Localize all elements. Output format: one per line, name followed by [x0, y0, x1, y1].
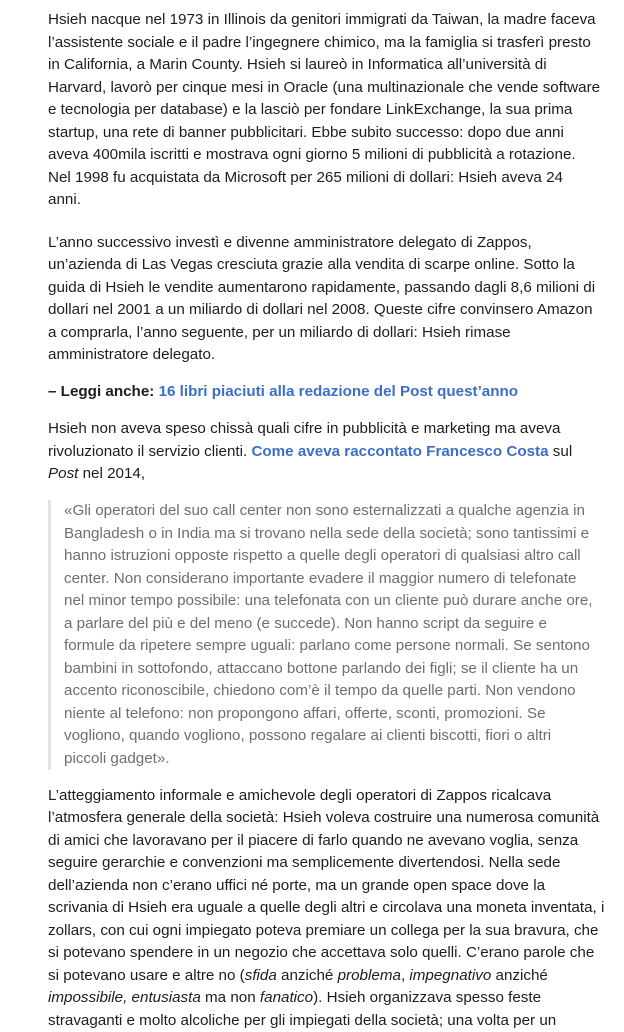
- text-segment: a parlare del più e del meno (e succede). Non hanno script da seguire e: [64, 615, 547, 632]
- text-segment: scrivania di Hsieh era uguale a quelle degli altri e circolava una moneta inventata, i: [48, 899, 604, 916]
- text-segment: L’atteggiamento informale e amichevole degli operatori di Zappos ricalcava: [48, 787, 551, 804]
- text-line: [48, 32, 624, 55]
- text-line: [64, 680, 624, 703]
- text-segment: anziché: [277, 967, 338, 984]
- text-line: [48, 852, 624, 875]
- text-line: [64, 523, 624, 546]
- text-segment: ,: [401, 967, 409, 984]
- text-segment: bambini in sottofondo, attaccano bottone parlando dei figli; se il cliente ha un: [64, 660, 578, 677]
- text-line: [64, 590, 624, 613]
- text-line: [64, 748, 624, 771]
- text-segment: anziché: [491, 967, 548, 984]
- italic-text: problema: [338, 967, 401, 984]
- text-segment: seguire gerarchie e convenzioni ma semplicemente divertendosi. Nella sede: [48, 854, 560, 871]
- italic-text: Post: [48, 465, 78, 482]
- text-segment: niente al telefono: non propongono affari, offerte, sconti, promozioni. Se: [64, 705, 546, 722]
- text-segment: ma non: [201, 989, 260, 1006]
- text-line: [48, 9, 624, 32]
- text-segment: dollari nel 2001 a un miliardo di dollari nel 2008. Queste cifre convinsero Amazon: [48, 301, 593, 318]
- text-line: [48, 920, 624, 943]
- text-line: [48, 232, 624, 255]
- text-segment: Harvard, lavorò per cinque mesi in Oracle (una multinazionale che vende software: [48, 79, 600, 96]
- text-line: [48, 875, 624, 898]
- text-segment: un’azienda di Las Vegas cresciuta grazie alla vendita di scarpe online. Sotto la: [48, 256, 575, 273]
- text-line: [48, 77, 624, 100]
- text-line: [48, 441, 624, 464]
- text-line: [48, 254, 624, 277]
- text-line: [48, 785, 624, 808]
- text-segment: vogliono, quando vogliono, possono regalare ai clienti biscotti, fiori o altri: [64, 727, 551, 744]
- text-segment: si potevano usare e altre no (: [48, 967, 245, 984]
- text-line: [48, 807, 624, 830]
- text-segment: center. Non considerano importante evadere il maggior numero di telefonate: [64, 570, 576, 587]
- text-segment: guida di Hsieh le vendite aumentarono rapidamente, passando dagli 8,6 milioni di: [48, 279, 595, 296]
- text-segment: aveva 400mila iscritti e mostrava ogni giorno 5 milioni di pubblicità a rotazione.: [48, 146, 576, 163]
- text-segment: «Gli operatori del suo call center non sono esternalizzati a qualche agenzia in: [64, 502, 585, 519]
- text-line: [64, 635, 624, 658]
- text-line: [48, 1010, 624, 1032]
- text-line: [48, 122, 624, 145]
- text-segment: accento riconoscibile, chiedono com’è il tempo da quelle parti. Non vendono: [64, 682, 576, 699]
- italic-text: sfida: [245, 967, 277, 984]
- text-segment: l’atmosfera generale della società: Hsieh voleva costruire una numerosa comunità: [48, 809, 599, 826]
- paragraph: [48, 418, 624, 486]
- paragraph: [48, 785, 624, 1032]
- text-segment: Hsieh non aveva speso chissà quali cifre in pubblicità e marketing ma aveva: [48, 420, 560, 437]
- text-segment: l’assistente sociale e il padre l’ingegnere chimico, ma la famiglia si trasferì presto: [48, 34, 591, 51]
- text-line: [64, 658, 624, 681]
- article-link[interactable]: 16 libri piaciuti alla redazione del Post quest’anno: [159, 383, 519, 400]
- text-line: [48, 277, 624, 300]
- text-line: [48, 144, 624, 167]
- italic-text: impegnativo: [409, 967, 491, 984]
- read-also-paragraph: [48, 381, 624, 404]
- text-line: [48, 344, 624, 367]
- paragraph: [48, 232, 624, 367]
- text-segment: Hsieh nacque nel 1973 in Illinois da genitori immigrati da Taiwan, la madre faceva: [48, 11, 596, 28]
- text-line: [48, 965, 624, 988]
- text-line: [48, 381, 624, 404]
- text-segment: stravaganti e molto alcoliche per gli impiegati della società; una volta per un: [48, 1012, 556, 1029]
- text-line: [64, 703, 624, 726]
- blockquote: [48, 500, 624, 770]
- text-segment: dell’azienda non c’erano uffici né porte, ma un grande open space dove la: [48, 877, 545, 894]
- text-line: [48, 54, 624, 77]
- text-segment: amministratore delegato.: [48, 346, 215, 363]
- text-line: [48, 987, 624, 1010]
- italic-text: fanatico: [260, 989, 313, 1006]
- text-segment: sul: [549, 443, 573, 460]
- text-segment: piccoli gadget».: [64, 750, 170, 767]
- text-line: [64, 545, 624, 568]
- text-line: [48, 463, 624, 486]
- paragraph: [48, 9, 624, 212]
- text-segment: formule da ripetere sempre uguali: parlano come persone normali. Se sentono: [64, 637, 590, 654]
- text-line: [48, 167, 624, 190]
- text-line: [48, 189, 624, 212]
- text-line: [48, 322, 624, 345]
- text-segment: in California, a Marin County. Hsieh si laureò in Informatica all’università di: [48, 56, 547, 73]
- text-line: [48, 99, 624, 122]
- text-line: [48, 942, 624, 965]
- text-segment: rivoluzionato il servizio clienti.: [48, 443, 251, 460]
- text-segment: nel 2014,: [78, 465, 145, 482]
- text-segment: ). Hsieh organizzava spesso feste: [313, 989, 541, 1006]
- text-segment: hanno istruzioni opposte rispetto a quelle degli operatori di qualsiasi altro call: [64, 547, 581, 564]
- text-segment: si potevano spendere in un negozio che accettava solo quelli. C’erano parole che: [48, 944, 594, 961]
- bold-label: – Leggi anche:: [48, 383, 159, 400]
- text-segment: startup, una rete di banner pubblicitari. Ebbe subito successo: dopo due anni: [48, 124, 564, 141]
- text-segment: nel minor tempo possibile: una telefonata con un cliente può durare anche ore,: [64, 592, 593, 609]
- text-segment: zollars, con cui ogni impiegato poteva premiare un collega per la sua bravura, che: [48, 922, 598, 939]
- text-line: [48, 830, 624, 853]
- text-line: [48, 299, 624, 322]
- text-line: [64, 568, 624, 591]
- text-line: [48, 897, 624, 920]
- text-line: [64, 725, 624, 748]
- text-segment: Bangladesh o in India ma si trovano nella sede della società; sono tantissimi e: [64, 525, 589, 542]
- text-segment: e tecnologia per database) e la lasciò per fondare LinkExchange, la sua prima: [48, 101, 572, 118]
- text-segment: L’anno successivo investì e divenne amministratore delegato di Zappos,: [48, 234, 532, 251]
- text-segment: a comprarla, l’anno seguente, per un miliardo di dollari: Hsieh rimase: [48, 324, 511, 341]
- article-link[interactable]: Come aveva raccontato Francesco Costa: [251, 443, 548, 460]
- text-line: [48, 418, 624, 441]
- italic-text: impossibile, entusiasta: [48, 989, 201, 1006]
- text-segment: anni.: [48, 191, 81, 208]
- text-segment: di amici che lavoravano per il piacere di farlo quando ne avevano voglia, senza: [48, 832, 578, 849]
- text-segment: Nel 1998 fu acquistata da Microsoft per 265 milioni di dollari: Hsieh aveva 24: [48, 169, 563, 186]
- text-line: [64, 500, 624, 523]
- text-line: [64, 613, 624, 636]
